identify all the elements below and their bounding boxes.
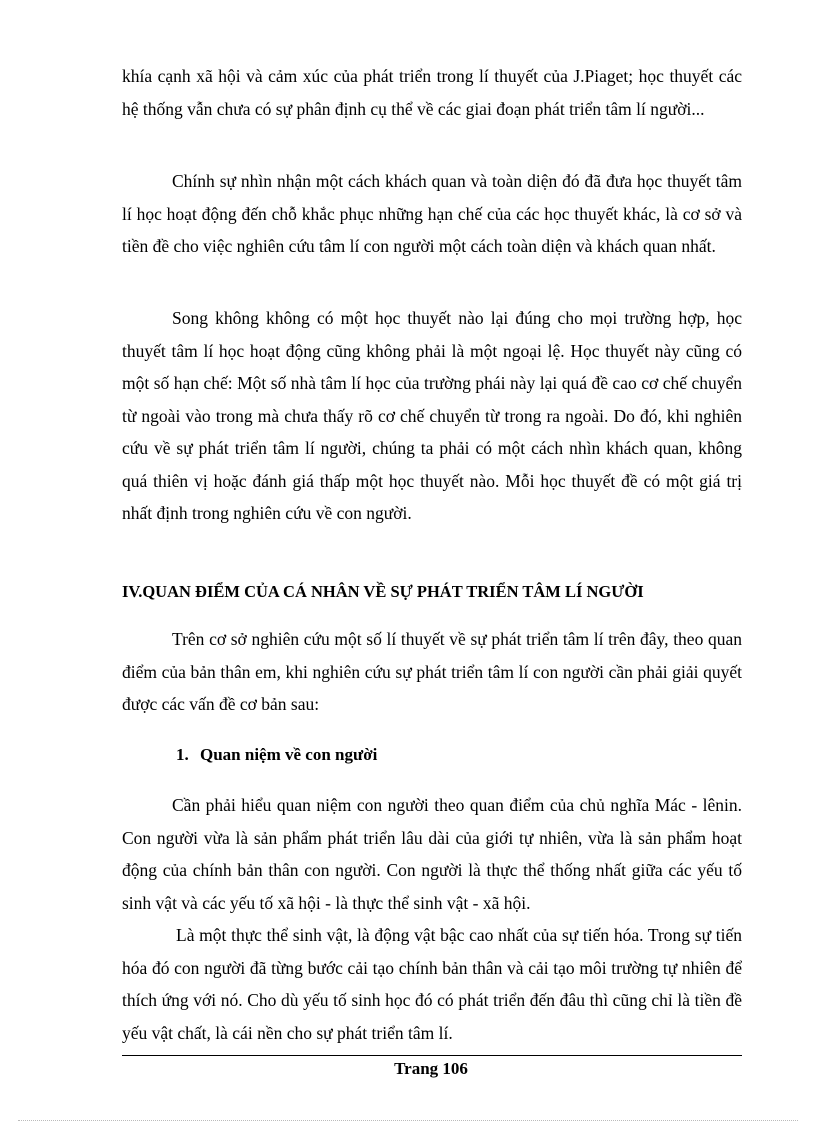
section-heading: IV.QUAN ĐIỂM CỦA CÁ NHÂN VỀ SỰ PHÁT TRIỂN TÂM LÍ NGƯỜI xyxy=(122,582,644,601)
footer-divider xyxy=(122,1055,742,1056)
subsection-heading xyxy=(176,740,377,770)
paragraph-3-text: Song không không có một học thuyết nào lại đúng cho mọi trường hợp, học thuyết tâm lí học hoạt động cũng không phải là một ngoại lệ. Học thuyết này cũng có một số hạn chế: Một số nhà tâm lí học của trường phái này lại quá đề cao cơ chế chuyển từ ngoài vào trong mà chưa thấy rõ cơ chế chuyển từ trong ra ngoài. Do đó, khi nghiên cứu về sự phát triển tâm lí người, chúng ta phải có một cách nhìn khách quan, không quá thiên vị hoặc đánh giá thấp một học thuyết nào. Mỗi học thuyết đề có một giá trị nhất định trong nghiên cứu về con người. xyxy=(122,308,742,523)
paragraph-1 xyxy=(122,60,742,125)
paragraph-2-text: Chính sự nhìn nhận một cách khách quan và toàn diện đó đã đưa học thuyết tâm lí học hoạt động đến chỗ khắc phục những hạn chế của các học thuyết khác, là cơ sở và tiền đề cho việc nghiên cứu tâm lí con người một cách toàn diện và khách quan nhất. xyxy=(122,171,742,256)
subsection-number: 1. xyxy=(176,745,189,764)
paragraph-5 xyxy=(122,789,742,919)
paragraph-6-text: Là một thực thể sinh vật, là động vật bậc cao nhất của sự tiến hóa. Trong sự tiến hóa đó con người đã từng bước cải tạo chính bản thân và cải tạo môi trường tự nhiên để thích ứng với nó. Cho dù yếu tố sinh học đó có phát triển đến đâu thì cũng chỉ là tiền đề yếu vật chất, là cái nền cho sự phát triển tâm lí. xyxy=(122,925,742,1043)
paragraph-3 xyxy=(122,302,742,530)
page-bottom-dotted-line xyxy=(18,1120,798,1121)
paragraph-6 xyxy=(122,919,742,1049)
paragraph-2 xyxy=(122,165,742,263)
subsection-title: Quan niệm về con người xyxy=(200,745,378,764)
page-number: Trang 106 xyxy=(394,1059,468,1078)
paragraph-4 xyxy=(122,623,742,721)
paragraph-1-text: khía cạnh xã hội và cảm xúc của phát triển trong lí thuyết của J.Piaget; học thuyết các hệ thống vẫn chưa có sự phân định cụ thể về các giai đoạn phát triển tâm lí người... xyxy=(122,66,742,119)
paragraph-4-text: Trên cơ sở nghiên cứu một số lí thuyết về sự phát triển tâm lí trên đây, theo quan điểm của bản thân em, khi nghiên cứu sự phát triển tâm lí con người cần phải giải quyết được các vấn đề cơ bản sau: xyxy=(122,629,742,714)
paragraph-5-text: Cần phải hiểu quan niệm con người theo quan điểm của chủ nghĩa Mác - lênin. Con người vừa là sản phẩm phát triển lâu dài của giới tự nhiên, vừa là sản phẩm hoạt động của chính bản thân con người. Con người là thực thể thống nhất giữa các yếu tố sinh vật và các yếu tố xã hội - là thực thể sinh vật - xã hội. xyxy=(122,795,742,913)
